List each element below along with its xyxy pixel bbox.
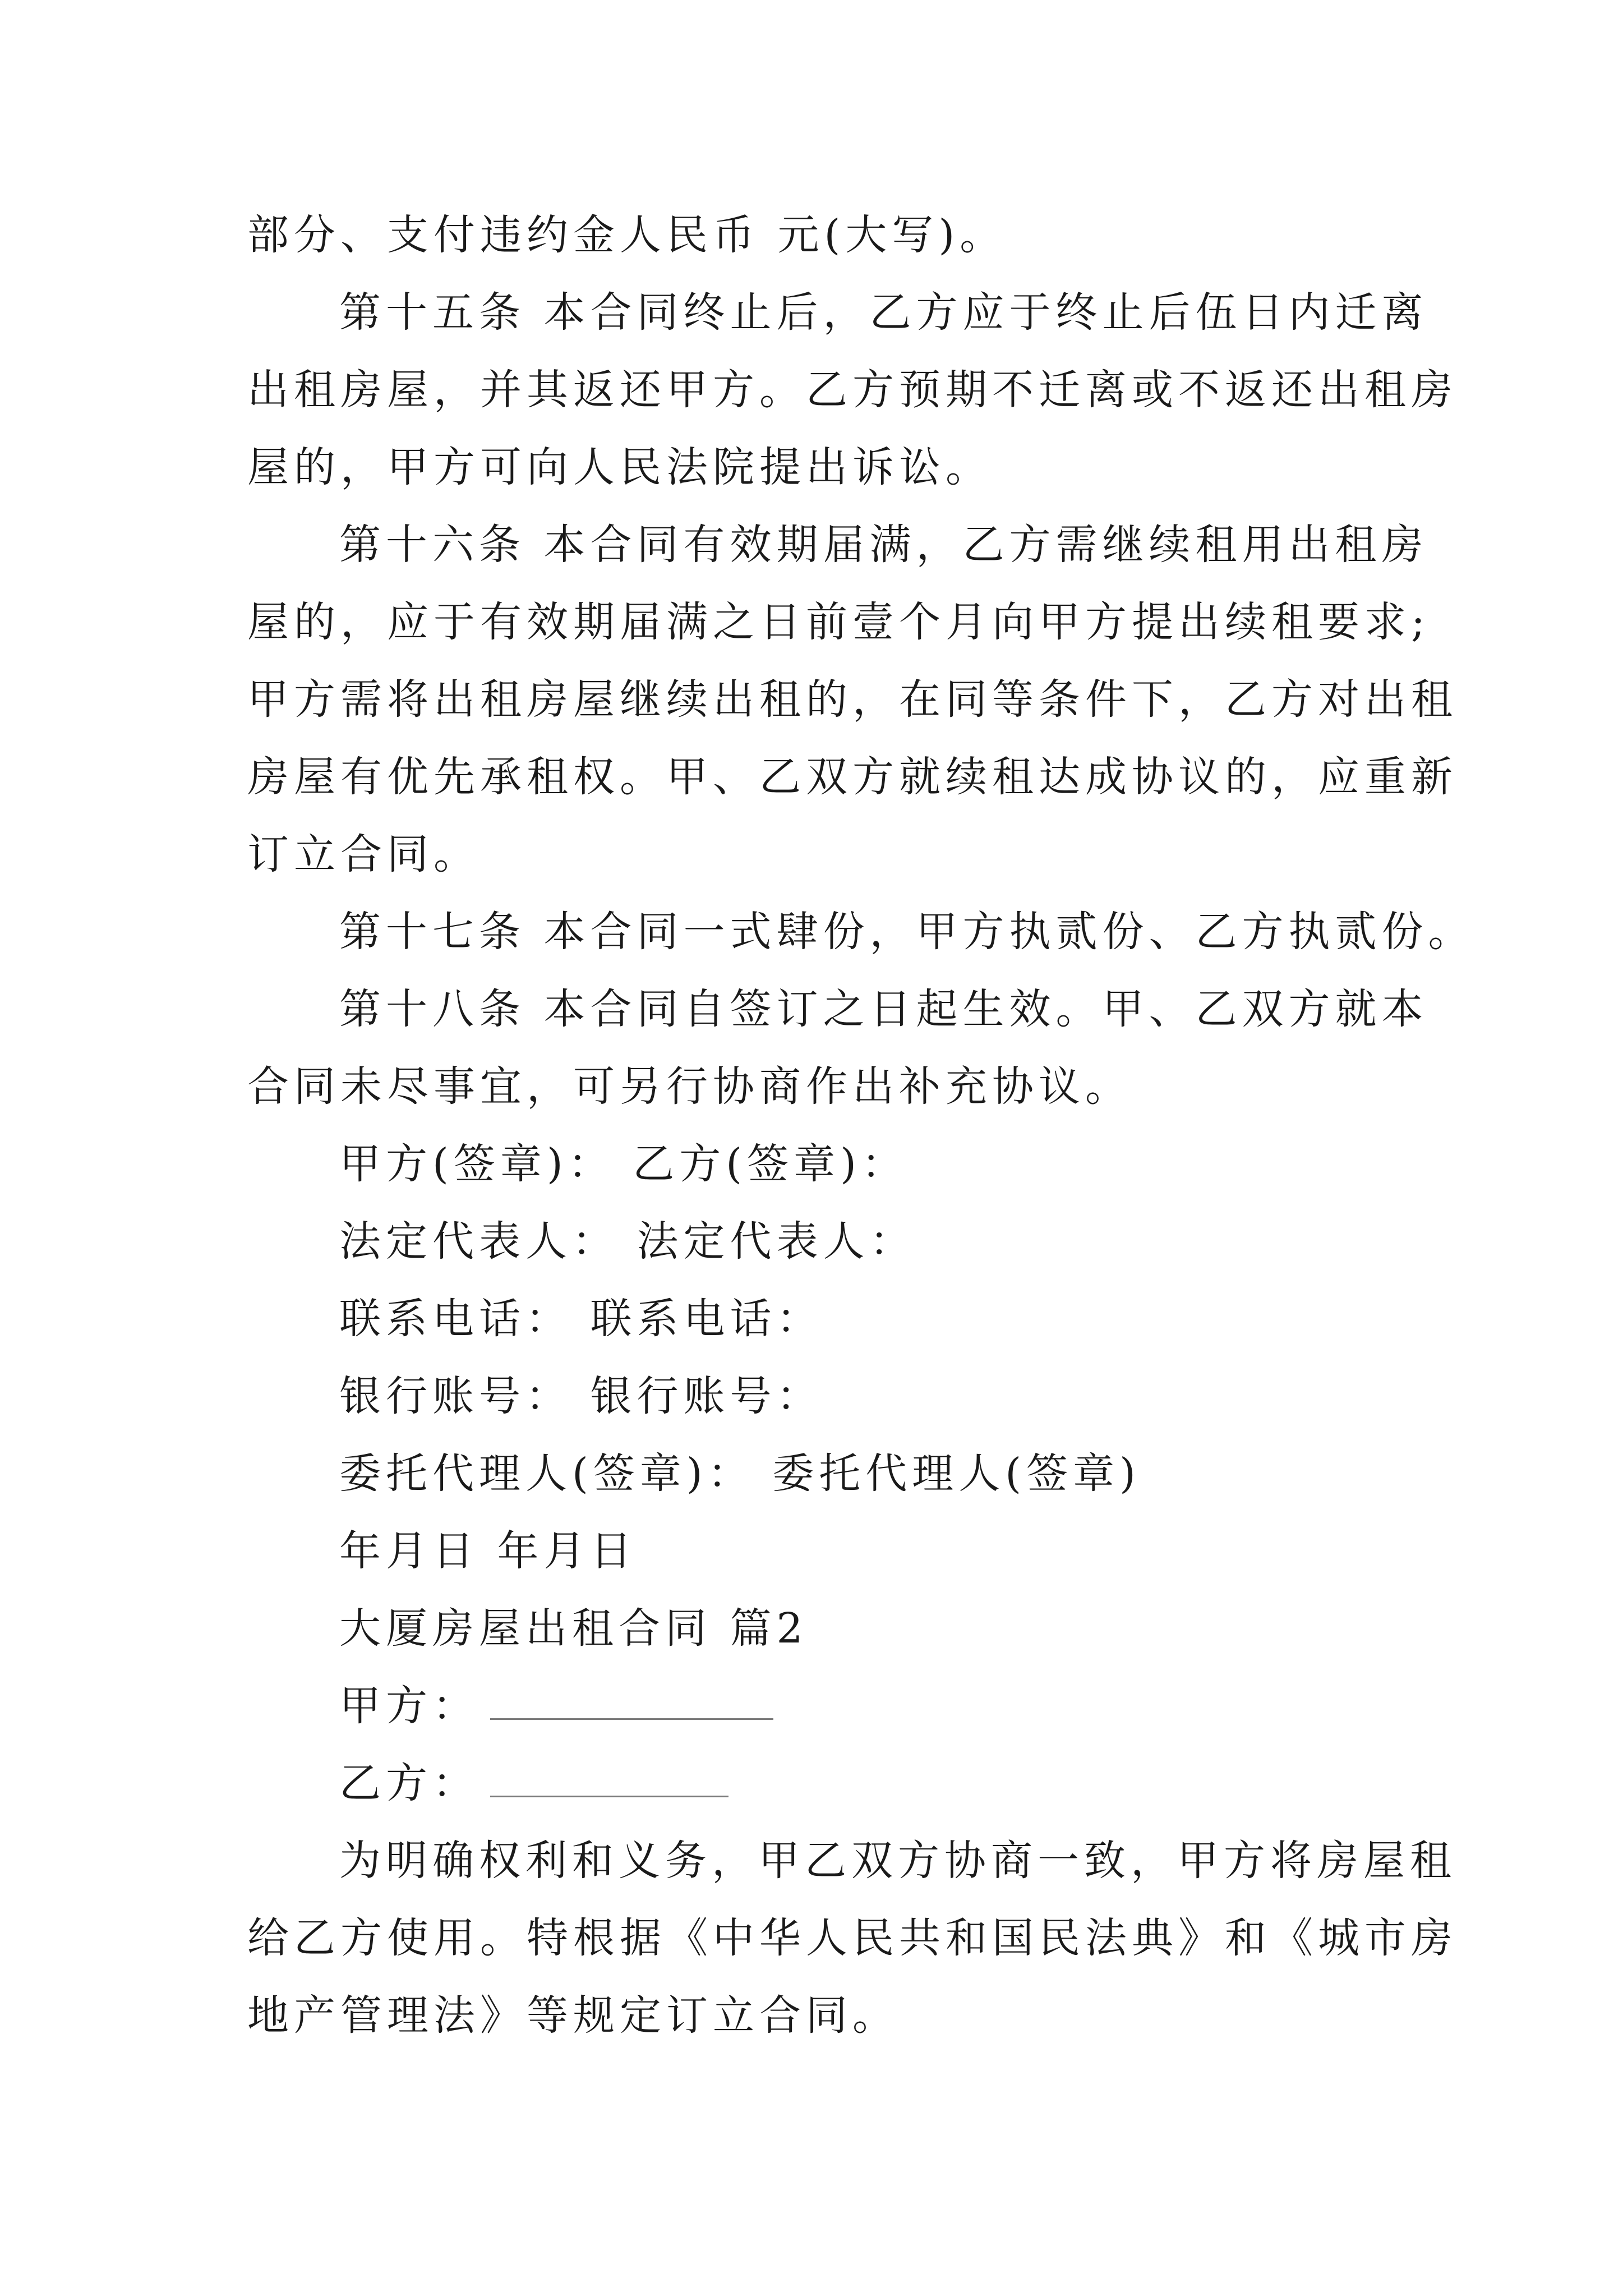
party-a-blank <box>490 1707 773 1720</box>
agent-signature-line: 委托代理人(签章)： 委托代理人(签章) <box>339 1450 1141 1498</box>
section-title: 大厦房屋出租合同 篇2 <box>339 1604 808 1653</box>
phone-line: 联系电话： 联系电话： <box>339 1295 823 1343</box>
representative-line: 法定代表人： 法定代表人： <box>339 1217 916 1266</box>
date-line: 年月日 年月日 <box>339 1527 637 1575</box>
article-18-heading-line: 第十八条 本合同自签订之日起生效。甲、乙双方就本 <box>339 985 1428 1033</box>
party-a-line <box>247 1667 1397 1745</box>
text-line: 给乙方使用。特根据《中华人民共和国民法典》和《城市房 <box>247 1914 1458 1962</box>
document-body <box>247 196 1475 2054</box>
text-line: 部分、支付违约金人民币 元(大写)。 <box>247 211 1007 259</box>
party-b-label: 乙方： <box>339 1759 479 1807</box>
text-line: 出租房屋，并其返还甲方。乙方预期不迁离或不返还出租房 <box>247 366 1458 414</box>
text-line: 屋的，应于有效期届满之日前壹个月向甲方提出续租要求; <box>247 598 1430 646</box>
text-line: 屋的，甲方可向人民法院提出诉讼。 <box>247 443 992 491</box>
text-line: 房屋有优先承租权。甲、乙双方就续租达成协议的，应重新 <box>247 753 1458 801</box>
article-15-heading-line: 第十五条 本合同终止后，乙方应于终止后伍日内迁离 <box>339 288 1428 337</box>
party-b-line <box>247 1745 1397 1822</box>
text-line: 合同未尽事宜，可另行协商作出补充协议。 <box>247 1062 1132 1111</box>
preamble-line: 为明确权利和义务，甲乙双方协商一致，甲方将房屋租 <box>339 1837 1456 1885</box>
party-a-label: 甲方： <box>339 1682 479 1730</box>
article-17-line: 第十七条 本合同一式肆份，甲方执贰份、乙方执贰份。 <box>339 908 1475 956</box>
text-line: 地产管理法》等规定订立合同。 <box>247 1991 899 2040</box>
text-line: 甲方需将出租房屋继续出租的，在同等条件下，乙方对出租 <box>247 675 1458 724</box>
article-16-heading-line: 第十六条 本合同有效期届满，乙方需继续租用出租房 <box>339 521 1428 569</box>
text-line: 订立合同。 <box>247 830 480 878</box>
signature-line: 甲方(签章)： 乙方(签章)： <box>339 1140 909 1188</box>
party-b-blank <box>490 1784 728 1797</box>
bank-account-line: 银行账号： 银行账号： <box>339 1372 823 1420</box>
